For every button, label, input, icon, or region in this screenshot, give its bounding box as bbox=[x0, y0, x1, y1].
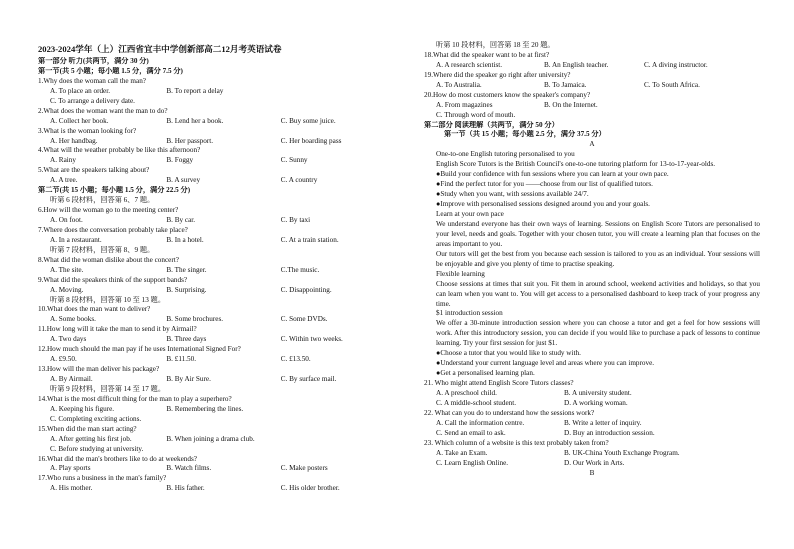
question-stem: 18.What did the speaker want to be at first? bbox=[424, 50, 550, 59]
answer-option: B. Surprising. bbox=[166, 285, 207, 294]
question-stem: 20.How do most customers know the speaker's company? bbox=[424, 90, 591, 99]
answer-option: C. Sunny bbox=[280, 156, 308, 165]
answer-option: A. A preschool child. bbox=[436, 389, 497, 397]
question-stem: 22. What can you do to understand how the sessions work? bbox=[424, 408, 595, 417]
option-row bbox=[424, 61, 760, 71]
answer-option: A. In a restaurant. bbox=[50, 235, 102, 244]
text-line: 听第 8 段材料，回答第 10 至 13 题。 bbox=[50, 295, 166, 304]
text-line: 听第 10 段材料，回答第 18 至 20 题。 bbox=[436, 41, 555, 49]
answer-option: B. To report a delay bbox=[166, 86, 224, 95]
question-stem: 10.What does the man want to deliver? bbox=[38, 305, 151, 314]
question-stem: 11.How long will it take the man to send it by Airmail? bbox=[38, 325, 197, 334]
answer-option: A. A research scientist. bbox=[436, 60, 503, 69]
answer-option: A. Collect her book. bbox=[50, 116, 109, 125]
answer-option bbox=[281, 405, 368, 415]
answer-option: C. To arrange a delivery date. bbox=[50, 96, 135, 105]
answer-option: A. His mother. bbox=[50, 484, 93, 493]
section-heading: 第一部分 听力(共两节，满分 30 分) bbox=[38, 57, 149, 65]
option-row bbox=[38, 355, 368, 365]
answer-option: A. Keeping his figure. bbox=[50, 404, 115, 413]
answer-option: A. Play sports bbox=[50, 464, 91, 473]
answer-option bbox=[281, 87, 368, 97]
option-row bbox=[38, 156, 368, 166]
answer-option: B. To Jamaica. bbox=[544, 80, 587, 89]
option-row bbox=[424, 419, 760, 429]
answer-option: B. Foggy bbox=[166, 156, 194, 165]
answer-option: B. Some brochures. bbox=[166, 315, 224, 324]
text-line: 听第 7 段材料，回答第 8、9 题。 bbox=[50, 245, 155, 254]
answer-option: C. Make posters bbox=[280, 464, 328, 473]
answer-option: B. Lend her a book. bbox=[166, 116, 224, 125]
option-row bbox=[38, 335, 368, 345]
option-row bbox=[424, 81, 760, 91]
question-stem: 3.What is the woman looking for? bbox=[38, 126, 137, 135]
answer-option: B. Three days bbox=[166, 335, 207, 344]
option-row bbox=[38, 117, 368, 127]
answer-option: C. His older brother. bbox=[280, 484, 340, 493]
answer-option bbox=[281, 435, 368, 445]
answer-option: A. By Airmail. bbox=[50, 375, 93, 383]
option-row bbox=[38, 236, 368, 246]
section-heading: 第一节（共 15 小题；每小题 2.5 分，满分 37.5 分） bbox=[444, 130, 606, 139]
left-column bbox=[38, 57, 368, 494]
answer-option: C. Some DVDs. bbox=[280, 315, 328, 324]
question-stem: 23. Which column of a website is this text probably taken from? bbox=[424, 438, 609, 447]
answer-option: B. Write a letter of inquiry. bbox=[564, 418, 642, 427]
option-row bbox=[424, 449, 760, 459]
text-line: ●Study when you want, with sessions available 24/7. bbox=[436, 190, 589, 199]
answer-option: D. Our Work in Arts. bbox=[564, 458, 625, 467]
text-line: ●Build your confidence with fun sessions where you can learn at your own pace. bbox=[436, 170, 669, 179]
answer-option: B. UK-China Youth Exchange Program. bbox=[564, 448, 680, 457]
paragraph: Choose sessions at times that suit you. Fit them in around school, weekend activities and holidays, so that you can learn when you want to. You will get access to a personalised dashboard to keep track of your progress any time. bbox=[436, 279, 760, 308]
paragraph: We offer a 30-minute introduction session where you can choose a tutor and get a feel for how sessions will work. After this introductory session, you can decide if you would like to purchase a pack of lessons to continue learning. Try your first session for just $1. bbox=[436, 319, 760, 348]
answer-option: A. To Australia. bbox=[436, 80, 482, 89]
right-column bbox=[424, 41, 760, 478]
question-stem: 7.Where does the conversation probably take place? bbox=[38, 225, 188, 234]
answer-option: A. Two days bbox=[50, 335, 87, 344]
question-stem: 17.Who runs a business in the man's family? bbox=[38, 474, 167, 483]
answer-option: B. Her passport. bbox=[166, 136, 214, 145]
option-row bbox=[38, 216, 368, 226]
answer-option: B. A survey bbox=[166, 176, 201, 185]
text-line: ●Choose a tutor that you would like to study with. bbox=[436, 349, 581, 358]
answer-option: C. A country bbox=[280, 176, 318, 185]
option-row bbox=[38, 435, 368, 445]
answer-option: A. £9.50. bbox=[50, 355, 77, 364]
passage-label: A bbox=[589, 140, 595, 149]
answer-option: A. From magazines bbox=[436, 100, 493, 109]
option-row bbox=[38, 405, 368, 415]
paragraph: Our tutors will get the best from you because each session is tailored to you as an individual. Your sessions will be enjoyable and give you plenty of time to practise speaking. bbox=[436, 249, 760, 268]
answer-option: A. Take an Exam. bbox=[436, 448, 488, 457]
answer-option: B. Watch films. bbox=[166, 464, 212, 473]
answer-option: B. By Air Sure. bbox=[166, 375, 211, 383]
question-stem: 1.Why does the woman call the man? bbox=[38, 76, 146, 85]
answer-option: C. Her boarding pass bbox=[280, 136, 342, 145]
answer-option bbox=[644, 101, 744, 111]
option-row bbox=[424, 399, 760, 409]
option-row bbox=[38, 176, 368, 186]
paragraph: We understand everyone has their own ways of learning. Sessions on English Score Tutors are personalised to your level, needs and goals. Together with your chosen tutor, you will create a learning plan that focuses on the areas important to you. bbox=[436, 219, 760, 248]
question-stem: 12.How much should the man pay if he uses International Signed For? bbox=[38, 345, 241, 354]
option-row bbox=[38, 315, 368, 325]
answer-option: B. When joining a drama club. bbox=[166, 434, 255, 443]
text-line: ●Get a personalised learning plan. bbox=[436, 369, 535, 378]
option-row bbox=[424, 459, 760, 469]
answer-option: A. A tree. bbox=[50, 176, 78, 185]
answer-option: B. His father. bbox=[166, 484, 205, 493]
question-stem: 9.What did the speakers think of the support bands? bbox=[38, 275, 188, 284]
answer-option: B. By car. bbox=[166, 216, 196, 224]
question-stem: 13.How will the man deliver his package? bbox=[38, 365, 160, 374]
paragraph: English Score Tutors is the British Council's one-to-one tutoring platform for 13-to-17-year-olds. bbox=[436, 160, 716, 169]
question-stem: 8.What did the woman dislike about the concert? bbox=[38, 255, 179, 264]
answer-option: A. After getting his first job. bbox=[50, 434, 132, 443]
option-row bbox=[424, 101, 760, 111]
answer-option: B. Remembering the lines. bbox=[166, 404, 244, 413]
text-line: ●Find the perfect tutor for you ——choose from our list of qualified tutors. bbox=[436, 180, 653, 189]
option-row bbox=[38, 266, 368, 276]
answer-option: A. The site. bbox=[50, 265, 84, 274]
answer-option: D. Buy an introduction session. bbox=[564, 428, 655, 437]
answer-option: A. Call the information centre. bbox=[436, 418, 525, 427]
answer-option: C. Before studying at university. bbox=[50, 444, 144, 453]
question-stem: 21. Who might attend English Score Tutors classes? bbox=[424, 379, 574, 388]
exam-title: 2023-2024学年（上）江西省宜丰中学创新部高二12月考英语试卷 bbox=[38, 44, 282, 54]
answer-option: C. Completing exciting actions. bbox=[50, 414, 142, 423]
option-row bbox=[38, 137, 368, 147]
text-line: 听第 6 段材料，回答第 6、7 题。 bbox=[50, 196, 155, 205]
answer-option: B. The singer. bbox=[166, 265, 207, 274]
answer-option: C. A middle-school student. bbox=[436, 398, 517, 407]
question-stem: 4.What will the weather probably be like this afternoon? bbox=[38, 146, 201, 155]
option-row bbox=[38, 484, 368, 494]
option-row bbox=[38, 375, 368, 385]
answer-option: B. An English teacher. bbox=[544, 60, 609, 69]
section-heading: 第二部分 阅读理解（共两节，满分 50 分） bbox=[424, 120, 559, 129]
answer-option: A. On foot. bbox=[50, 216, 83, 224]
answer-option: B. A university student. bbox=[564, 389, 632, 397]
answer-option: C. Within two weeks. bbox=[280, 335, 343, 344]
answer-option: A. Rainy bbox=[50, 156, 76, 165]
option-row bbox=[424, 429, 760, 439]
answer-option: C. Learn English Online. bbox=[436, 458, 509, 467]
text-line: Learn at your own pace bbox=[436, 209, 504, 218]
answer-option: C. Buy some juice. bbox=[280, 116, 336, 125]
option-row bbox=[38, 464, 368, 474]
answer-option: C.The music. bbox=[280, 265, 320, 274]
answer-option: A. Moving. bbox=[50, 285, 84, 294]
answer-option: C. Send an email to ask. bbox=[436, 428, 506, 437]
section-heading: 第二节(共 15 小题；每小题 1.5 分，满分 22.5 分) bbox=[38, 186, 191, 195]
answer-option: B. On the Internet. bbox=[544, 100, 598, 109]
question-stem: 5.What are the speakers talking about? bbox=[38, 166, 150, 175]
answer-option: A. Her handbag. bbox=[50, 136, 98, 145]
answer-option: C. To South Africa. bbox=[644, 80, 700, 89]
question-stem: 2.What does the woman want the man to do? bbox=[38, 106, 168, 115]
passage-label: B bbox=[589, 468, 595, 477]
answer-option: C. A diving instructor. bbox=[644, 60, 708, 69]
question-stem: 6.How will the woman go to the meeting center? bbox=[38, 206, 179, 215]
answer-option: C. At a train station. bbox=[280, 235, 339, 244]
question-stem: 14.What is the most difficult thing for the man to play a superhero? bbox=[38, 394, 232, 403]
text-line: ●Understand your current language level and areas where you can improve. bbox=[436, 359, 655, 368]
option-row bbox=[38, 286, 368, 296]
text-line: $1 introduction session bbox=[436, 309, 503, 318]
answer-option: C. Disappointing. bbox=[280, 285, 332, 294]
answer-option: C. £13.50. bbox=[280, 355, 311, 364]
text-line: ●Improve with personalised sessions designed around you and your goals. bbox=[436, 200, 650, 209]
text-line: One-to-one English tutoring personalised to you bbox=[436, 150, 575, 159]
answer-option: B. £11.50. bbox=[166, 355, 197, 364]
question-stem: 15.When did the man start acting? bbox=[38, 424, 137, 433]
question-stem: 19.Where did the speaker go right after university? bbox=[424, 70, 571, 79]
answer-option: A. To place an order. bbox=[50, 86, 111, 95]
answer-option: D. A working woman. bbox=[564, 398, 628, 407]
answer-option: B. In a hotel. bbox=[166, 235, 204, 244]
answer-option: A. Some books. bbox=[50, 315, 96, 324]
answer-option: C. Through word of mouth. bbox=[436, 110, 516, 119]
section-heading: 第一节(共 5 小题；每小题 1.5 分，满分 7.5 分) bbox=[38, 66, 183, 75]
answer-option: C. By taxi bbox=[280, 216, 311, 224]
question-stem: 16.What did the man's brothers like to do at weekends? bbox=[38, 454, 197, 463]
text-line: 听第 9 段材料，回答第 14 至 17 题。 bbox=[50, 384, 166, 393]
option-row bbox=[38, 87, 368, 97]
text-line: Flexible learning bbox=[436, 269, 485, 278]
option-row bbox=[424, 389, 760, 399]
answer-option: C. By surface mail. bbox=[280, 375, 337, 383]
